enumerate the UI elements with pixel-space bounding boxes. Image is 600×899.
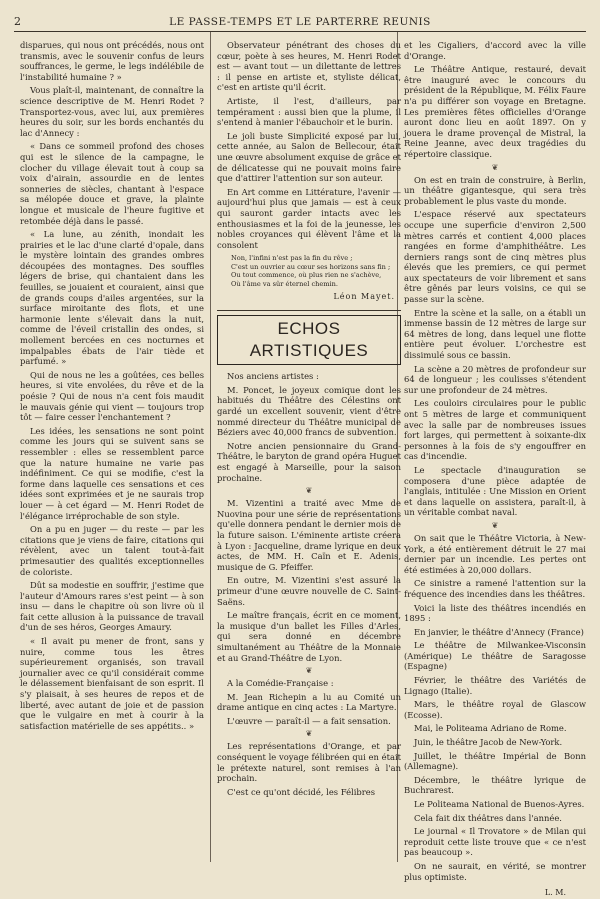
paragraph: La scène a 20 mètres de profondeur sur 64 de longueur ; les coulisses s'étendent sur une profondeur de 24 mètres. [404, 363, 586, 395]
ornament-icon: ❦ [491, 520, 499, 530]
paragraph: Cela fait dix théâtres dans l'année. [414, 812, 562, 823]
column-1 [20, 40, 204, 734]
column-3 [404, 40, 586, 899]
paragraph: Le spectacle d'inauguration se composera d'une pièce adaptée de l'anglais, intitulée : Une Mission en Orient et dans laquelle on assistera, paraît-il, à un véritable combat naval. [404, 464, 586, 518]
paragraph: M. Jean Richepin a lu au Comité un drame antique en cinq actes : La Martyre. [217, 691, 401, 713]
page-header [14, 6, 586, 32]
paragraph: Artiste, il l'est, d'ailleurs, par tempérament : aussi bien que la plume, il s'entend à manier l'ébauchoir et le burin. [217, 95, 401, 128]
paragraph: Notre ancien pensionnaire du Grand-Théâtre, le baryton de grand opéra Huguet est engagé à Marseille, pour la saison prochaine. [217, 440, 401, 483]
paragraph: M. Vizentini a traité avec Mme de Nuovina pour une série de représentations qu'elle donnera pendant le dernier mois de la future saison. L'éminente artiste créera à Lyon : Jacqueline, drame lyrique en deux actes, de MM. H. Caïn et E. Adenis, musique de G. Pfeiffer. [217, 498, 401, 572]
ornament-icon: ❦ [491, 162, 499, 172]
paragraph: L'espace réservé aux spectateurs occupe une superficie d'environ 2,500 mètres carrés et contient 4,000 places rangées en forme d'amphithéâtre. Les derniers rangs sont de cinq mètres plus élevés que les premiers, ce qui permet aux spectateurs de voir librement et sans être gênés par leurs voisins, ce qui se passe sur la scène. [404, 209, 586, 305]
paragraph: Le maître français, écrit en ce moment, la musique d'un ballet les Filles d'Arles, qui sera donné en décembre simultanément au Théâtre de la Monnaie et au Grand-Théâtre de Lyon. [217, 610, 401, 663]
paragraph: Les idées, les sensations ne sont point comme les jours qui se suivent sans se ressembler : elles se ressemblent parce que la nature humaine ne varie pas indéfiniment. Ce qui se modifie, c'est la forme dans laquelle ces sensations et ces idées sont exprimées et je ne saurais trop louer — à cet égard — M. Henri Rodet de l'élégance irréprochable de son style. [20, 425, 204, 521]
list-item: Le théâtre de Milwankee-Visconsin (Amérique) Le théâtre de Saragosse (Espagne) [404, 640, 586, 672]
poem-line: Ou tout commence, où plus rien ne s'achève, [231, 271, 382, 280]
paragraph: « Il avait pu mener de front, sans y nuire, comme tous les êtres supérieurement organisés, son travail journalier avec ce qu'il considérait comme le délassement bienfaisant de son esprit. Il s'y plaisait, à ses heures de repos et de liberté, avec autant de joie et de passion que le vulgaire en met à courir à la satisfaction matérielle de ses appétits.. » [20, 636, 204, 731]
list-item: Juin, le théâtre Jacob de New-York. [414, 737, 563, 748]
paragraph: Le Théâtre Antique, restauré, devait être inauguré avec le concours du président de la République, M. Félix Faure n'a pu différer son voyage en Bretagne. Les premières fêtes officielles d'Orange auront donc lieu en août 1897. On y jouera le drame provençal de Mistral, la Reine Jeanne, avec deux tragédies du répertoire classique. [404, 64, 586, 159]
paragraph: A la Comédie-Française : [227, 678, 334, 689]
paragraph: En Art comme en Littérature, l'avenir — aujourd'hui plus que jamais — est à ceux qui sauront garder intacts avec les enthousiasmes et la foi de la jeunesse, les nobles croyances qui élèvent l'âme et la consolent [217, 186, 401, 250]
ornament-icon: ❦ [305, 666, 313, 676]
author-signature: Léon Mayet. [333, 291, 395, 301]
paragraph: Dût sa modestie en souffrir, j'estime que l'auteur d'Amours rares s'est peint — à son insu — dans le chapitre où son livre où il fait cette allusion à la puissance de travail d'un de ses héros, Georges Amaury. [20, 580, 204, 633]
journal-title: LE PASSE-TEMPS ET LE PARTERRE REUNIS [169, 16, 431, 28]
author-initials: L. M. [544, 888, 566, 898]
paragraph: Entre la scène et la salle, on a établi un immense bassin de 12 mètres de large sur 64 mètres de long, dans lequel une flotte entière peut évoluer. L'orchestre est dissimulé sous ce bassin. [404, 307, 586, 361]
list-item: Mai, le Politeama Adriano de Rome. [414, 723, 567, 734]
list-item: Juillet, le théâtre Impérial de Bonn (Allemagne). [404, 750, 586, 772]
paragraph: Vous plaît-il, maintenant, de connaître la science descriptive de M. Henri Rodet ? Transportez-vous, avec lui, aux premières heures du soir, sur les bords enchantés du lac d'Annecy : [20, 85, 204, 138]
paragraph: Ce sinistre a ramené l'attention sur la fréquence des incendies dans les théâtres. [404, 578, 586, 599]
paragraph: disparues, qui nous ont précédés, nous ont transmis, avec le souvenir confus de leurs souffrances, le germe, le legs indélébile de l'instabilité humaine ? » [20, 40, 204, 82]
ornament-icon: ❦ [305, 486, 313, 496]
paragraph: C'est ce qu'ont décidé, les Félibres [227, 786, 376, 797]
list-item: Le Politeama National de Buenos-Ayres. [414, 799, 585, 809]
list-item: Mars, le théâtre royal de Glascow (Ecosse). [404, 699, 586, 720]
paragraph: Nos anciens artistes : [227, 371, 319, 382]
paragraph: Le journal « Il Trovatore » de Milan qui reproduit cette liste trouve que « ce n'est pas beaucoup ». [404, 826, 586, 858]
paragraph: « Dans ce sommeil profond des choses qui est le silence de la campagne, le clocher du village élevait tout à coup sa voix d'airain, assourdie en de lentes sonneries de siècles, chantant à l'espace sa mélopée douce et grave, la plainte longue et musicale de l'heure fugitive et retombée déjà dans le passé. [20, 141, 204, 226]
paragraph: Le joli buste Simplicité exposé par lui, cette année, au Salon de Bellecour, était une œuvre absolument exquise de grâce et de délicatesse qui ne pouvait moins faire que d'attirer l'attention sur son auteur. [217, 130, 401, 184]
section-title: ECHOS ARTISTIQUES [217, 315, 401, 365]
paragraph: L'œuvre — paraît-il — a fait sensation. [227, 715, 391, 726]
paragraph: M. Poncet, le joyeux comique dont les habitués du Théâtre des Célestins ont gardé un excellent souvenir, vient d'être nommé directeur du Théâtre municipal de Béziers avec 40,000 francs de subvention. [217, 384, 401, 438]
column-rule [210, 32, 211, 862]
paragraph: « La lune, au zénith, inondait les prairies et le lac d'une clarté d'opale, dans le mystère lointain des grandes ombres découpées des montagnes. Des souffles légers de brise, qui chantaient dans les feuilles, se jouaient et couraient, ainsi que de grands coups d'ailes argentées, sur la surface miroitante des flots, et une harmonie lente s'élevait dans la nuit, comme de l'éveil cristallin des ondes, si mollement bercées en ces nocturnes et impalpables ébats de l'air tiède et parfumé. » [20, 229, 204, 367]
paragraph: Les représentations d'Orange, et par conséquent le voyage félibréen qui en était le prétexte naturel, sont remises à l'an prochain. [217, 741, 401, 784]
paragraph: Qui de nous ne les a goûtées, ces belles heures, si vite envolées, du rêve et de la poésie ? Qui de nous n'a cent fois maudit le mauvais génie qui vient — toujours trop tôt — faire cesser l'enchantement ? [20, 369, 204, 423]
ornament-icon: ❦ [305, 729, 313, 739]
poem-line: Où l'âme va sûr éternel chemin. [231, 280, 338, 289]
paragraph: On est en train de construire, à Berlin, un théâtre gigantesque, qui sera très probablement le plus vaste du monde. [404, 174, 586, 206]
paragraph: En outre, M. Vizentini s'est assuré la primeur d'une œuvre nouvelle de C. Saint-Saëns. [217, 575, 401, 607]
paragraph: On a pu en juger — du reste — par les citations que je viens de faire, citations qui révèlent, avec un talent tout-à-fait primesautier des qualités exceptionnelles de coloriste. [20, 524, 204, 577]
page-number: 2 [14, 15, 21, 28]
list-item: Décembre, le théâtre lyrique de Buchrarest. [404, 774, 586, 796]
paragraph: On sait que le Théâtre Victoria, à New-York, a été entièrement détruit le 27 mai dernier par un incendie. Les pertes ont été estimées à 20,000 dollars. [404, 532, 586, 575]
list-item: En janvier, le théâtre d'Annecy (France) [414, 626, 584, 637]
poem-line: Non, l'infini n'est pas la fin du rêve ; [231, 254, 353, 263]
paragraph: Observateur pénétrant des choses du cœur, poète à ses heures, M. Henri Rodet est — avant tout — un dilettante de lettres : il pense en artiste et, styliste délicat, c'est en artiste qu'il écrit. [217, 40, 401, 93]
paragraph: Les couloirs circulaires pour le public ont 5 mètres de large et communiquent avec la salle par de nombreuses issues fort larges, qui permettent à soixante-dix personnes à la fois de s'y engouffrer en cas d'incendie. [404, 398, 586, 462]
list-item: Février, le théâtre des Variétés de Lignago (Italie). [404, 675, 586, 696]
paragraph: Voici la liste des théâtres incendiés en 1895 : [404, 602, 586, 624]
paragraph: On ne saurait, en vérité, se montrer plus optimiste. [404, 860, 586, 882]
column-2 [217, 40, 401, 800]
paragraph: et les Cigaliers, d'accord avec la ville d'Orange. [404, 40, 586, 61]
section-divider [217, 310, 401, 311]
poem-line: C'est un ouvrier au cœur ses horizons sans fin ; [231, 262, 391, 271]
poem-quote [231, 254, 401, 288]
